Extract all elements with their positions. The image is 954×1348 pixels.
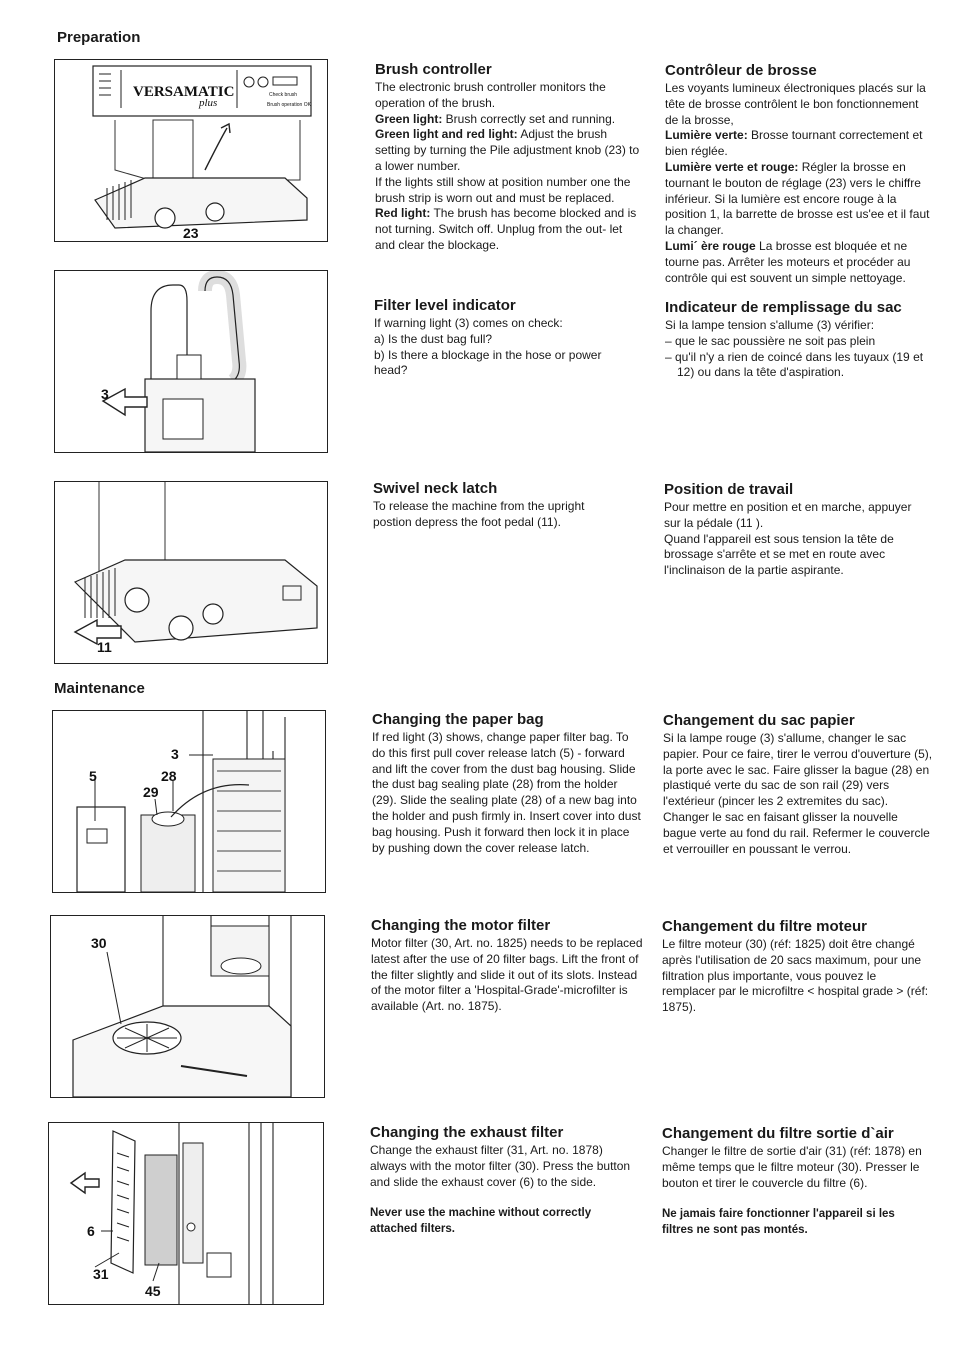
- block-filter-level-en: Filter level indicator If warning light (3) comes on check: a) Is the dust bag full? b) Is there a blockage in the hose or power head?: [374, 297, 624, 379]
- callout-23: 23: [183, 225, 199, 241]
- heading-changement-sac: Changement du sac papier: [663, 712, 855, 729]
- paper-bag-illustration: [52, 710, 326, 893]
- callout-3-bag: 3: [171, 746, 179, 762]
- block-swivel-latch-en: Swivel neck latch To release the machine from the upright postion depress the foot pedal (11).: [373, 480, 613, 531]
- section-title-maintenance: Maintenance: [54, 680, 145, 697]
- svg-text:Brush operation OK: Brush operation OK: [267, 102, 311, 108]
- callout-31: 31: [93, 1266, 109, 1282]
- callout-5: 5: [89, 768, 97, 784]
- heading-controleur-brosse: Contrôleur de brosse: [665, 62, 817, 79]
- heading-indicateur-remplissage: Indicateur de remplissage du sac: [665, 299, 902, 316]
- warning-fr: Ne jamais faire fonctionner l'appareil si les filtres ne sont pas montés.: [662, 1208, 895, 1237]
- heading-motor-filter: Changing the motor filter: [371, 917, 551, 934]
- callout-11: 11: [97, 639, 112, 655]
- section-title-preparation: Preparation: [57, 29, 141, 46]
- callout-6: 6: [87, 1223, 95, 1239]
- heading-paper-bag: Changing the paper bag: [372, 711, 544, 728]
- filter-indicator-illustration: [54, 270, 328, 453]
- block-exhaust-filter-en: Changing the exhaust filter Change the exhaust filter (31, Art. no. 1878) always with the motor filter (30). Press the button and slide the exhaust cover (6) to the side. Never use the machine without correctly attached filters.: [370, 1124, 632, 1238]
- block-motor-filter-en: Changing the motor filter Motor filter (30, Art. no. 1825) needs to be replaced latest after the use of 20 filter bags. Lift the front of the filter slightly and slide it out of its slots. Instead of the motor filter a 'Hospital-Grade'-microfilter is available (Art. no. 1875).: [371, 917, 643, 1014]
- block-filter-level-fr: Indicateur de remplissage du sac Si la lampe tension s'allume (3) vérifier: – que le sac poussière ne soit pas plein – qu'il n'y a rien de coincé dans les tuyaux (19 et 12) ou dans la tête d'aspiration.: [665, 299, 933, 381]
- block-motor-filter-fr: Changement du filtre moteur Le filtre moteur (30) (réf: 1825) doit être changé après l'utilisation de 20 sacs maximum, pour une filtration plus importante, vous pouvez le remplacer par le microfiltre < hospital grade > (réf: 1875).: [662, 918, 932, 1016]
- callout-30: 30: [91, 935, 107, 951]
- callout-29: 29: [143, 784, 159, 800]
- block-swivel-latch-fr: Position de travail Pour mettre en position et en marche, appuyer sur la pédale (11 ). Quand l'appareil est sous tension la tête de brossage s'arrête et se met en route avec l'inclinaison de la partie aspirante.: [664, 481, 930, 579]
- exhaust-filter-illustration: [48, 1122, 324, 1305]
- callout-45: 45: [145, 1283, 161, 1299]
- block-paper-bag-en: Changing the paper bag If red light (3) shows, change paper filter bag. To do this first pull cover release latch (5) - forward and lift the cover from the dust bag housing. Slide the dust bag sealing plate (28) from the holder (29). Slide the sealing plate (28) of a new bag into the holder and push firmly in. Insert cover into dust bag housing. Push it forward then lock it in place by pushing down the cover release latch.: [372, 711, 644, 856]
- block-brush-controller-en: Brush controller The electronic brush controller monitors the operation of the brush. Green light: Brush correctly set and running. Green light and red light: Adjust the brush setting by turning the Pile adjustment knob (23) to a lower number. If the lights still show at position number one the brush strip is worn out and must be replaced. Red light: The brush has become blocked and is not turning. Switch off. Unplug from the out- let and clear the blockage.: [375, 61, 643, 254]
- brand-logo: VERSAMATIC: [133, 84, 235, 100]
- svg-text:plus: plus: [199, 97, 218, 109]
- heading-position-travail: Position de travail: [664, 481, 794, 498]
- heading-filter-level: Filter level indicator: [374, 297, 516, 314]
- heading-swivel-latch: Swivel neck latch: [373, 480, 498, 497]
- callout-28: 28: [161, 768, 177, 784]
- heading-brush-controller: Brush controller: [375, 61, 492, 78]
- heading-changement-filtre-moteur: Changement du filtre moteur: [662, 918, 868, 935]
- block-exhaust-filter-fr: Changement du filtre sortie d`air Changer le filtre de sortie d'air (31) (réf: 1878) en même temps que le filtre moteur (30). Presser le bouton et tirer le couvercle du filtre (6). Ne jamais faire fonctionner l'appareil si les filtres ne sont pas montés.: [662, 1125, 924, 1239]
- svg-text:Check brush: Check brush: [269, 92, 298, 98]
- heading-exhaust-filter: Changing the exhaust filter: [370, 1124, 564, 1141]
- block-paper-bag-fr: Changement du sac papier Si la lampe rouge (3) s'allume, changer le sac papier. Pour ce faire, tirer le verrou d'ouverture (5), la porte avec le sac. Faire glisser la bague (28) en plastiqué verte du sac de son rail (29) vers l'extérieur (pincer les 2 extremites du sac). Changer le sac en faisant glisser la nouvelle bague verte au fond du rail. Refermer le couvercle et verrouiller en poussant le verrou.: [663, 712, 933, 856]
- motor-filter-illustration: [50, 915, 325, 1098]
- swivel-latch-illustration: [54, 481, 328, 664]
- brush-controller-illustration: [54, 59, 328, 242]
- block-brush-controller-fr: Contrôleur de brosse Les voyants lumineux électroniques placés sur la tête de brosse contrôlent le bon fonctionnement de la brosse, Lumière verte: Brosse tournant correctement et bien réglée. Lumière verte et rouge: Régler la brosse en tournant le bouton de réglage (23) vers le chiffre inférieur. Si la lumière est encore rouge à la position 1, la barrette de brosse est us'ee et il faut la changer. Lumi´ ère rouge La brosse est bloquée et ne tourne pas. Arrêter les moteurs et procéder au contrôle qui est souvent un simple nettoyage.: [665, 62, 933, 286]
- warning-en: Never use the machine without correctly attached filters.: [370, 1207, 592, 1236]
- callout-3-indicator: 3: [101, 386, 109, 402]
- heading-changement-filtre-sortie: Changement du filtre sortie d`air: [662, 1125, 894, 1142]
